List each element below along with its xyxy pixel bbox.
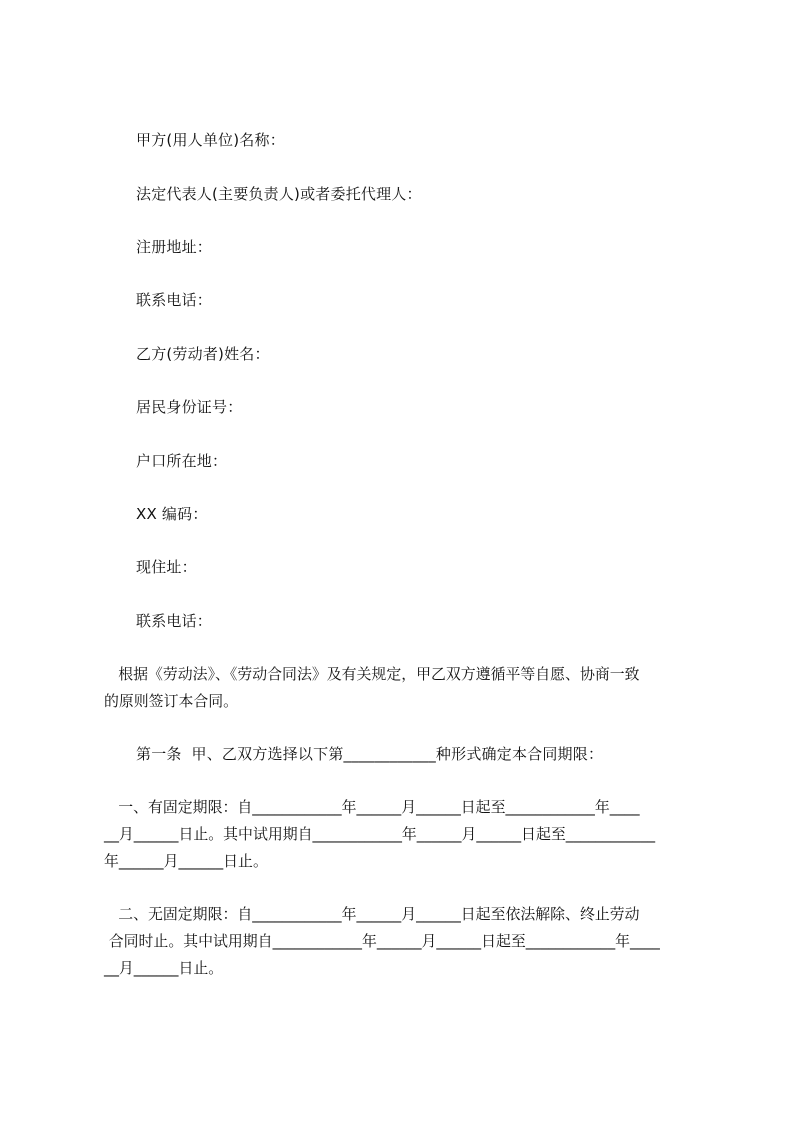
party-a-address-label: 注册地址： [136, 238, 213, 256]
option-1-line-3: 年______月______日止。 [104, 852, 268, 870]
option-2-line-3: __月______日止。 [104, 959, 224, 977]
party-b-postcode-label: XX 编码： [136, 505, 208, 523]
option-1-line-1: 一、有固定期限：自____________年______月______日起至____________年____ [104, 798, 640, 816]
option-2-line-2: 合同时止。其中试用期自____________年______月______日起至____________年____ [104, 932, 660, 950]
option-1-line-2: __月______日止。其中试用期自____________年______月______日起至____________ [104, 825, 656, 843]
party-b-id-label: 居民身份证号： [136, 398, 243, 416]
preamble-line-2: 的原则签订本合同。 [104, 692, 239, 710]
party-a-phone-label: 联系电话： [136, 291, 213, 309]
option-2-line-1: 二、无固定期限：自____________年______月______日起至依法解除、终止劳动 [104, 905, 640, 923]
party-b-name-label: 乙方(劳动者)姓名： [136, 345, 270, 363]
party-b-current-address-label: 现住址： [136, 558, 197, 576]
preamble-line-1: 根据《劳动法》、《劳动合同法》及有关规定，甲乙双方遵循平等自愿、协商一致 [104, 665, 640, 683]
party-b-phone-label: 联系电话： [136, 612, 213, 630]
party-b-hukou-label: 户口所在地： [136, 452, 228, 470]
party-a-name-label: 甲方(用人单位)名称： [136, 131, 285, 149]
party-a-representative-label: 法定代表人(主要负责人)或者委托代理人： [136, 185, 422, 203]
article-1-heading: 第一条 甲、乙双方选择以下第____________种形式确定本合同期限： [136, 745, 604, 763]
